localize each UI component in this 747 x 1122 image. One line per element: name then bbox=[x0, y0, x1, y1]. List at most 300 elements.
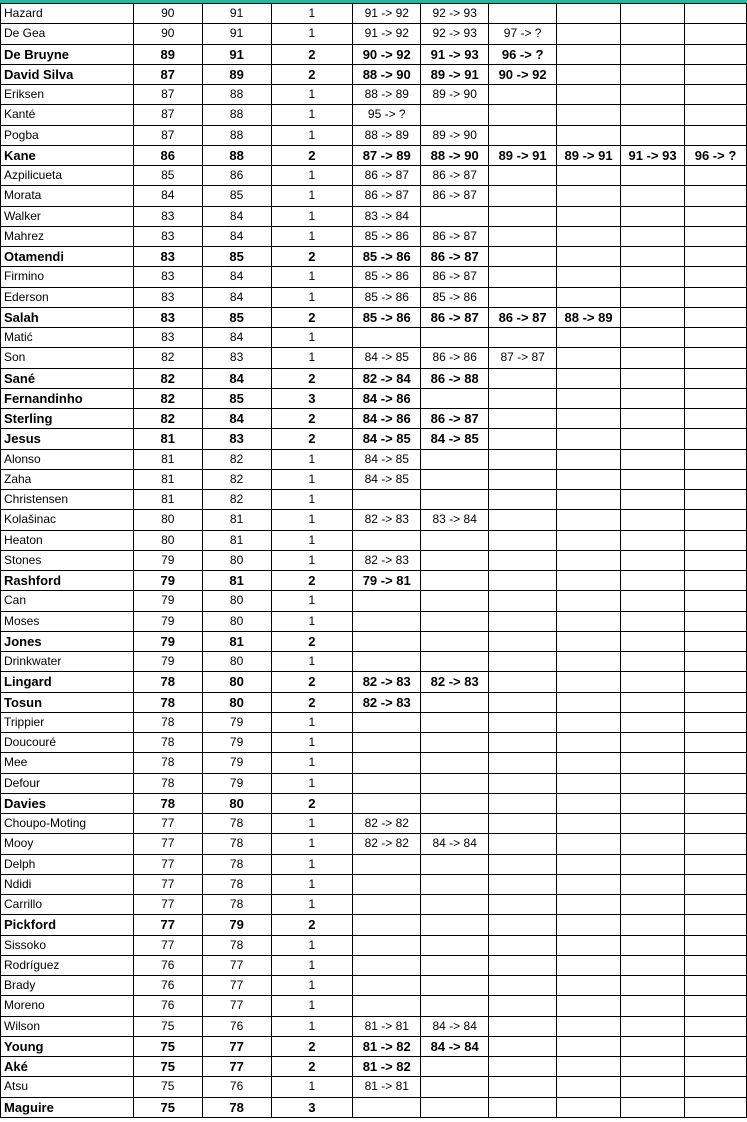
current-rating-cell[interactable]: 81 bbox=[133, 469, 202, 489]
rating-change-cell[interactable] bbox=[489, 206, 557, 226]
rating-change-cell[interactable] bbox=[489, 895, 557, 915]
current-rating-cell[interactable]: 79 bbox=[133, 652, 202, 672]
rating-change-cell[interactable]: 91 -> 93 bbox=[421, 44, 489, 64]
rating-change-cell[interactable] bbox=[353, 328, 421, 348]
rating-change-cell[interactable] bbox=[621, 631, 685, 651]
rating-change-cell[interactable] bbox=[489, 1057, 557, 1077]
rating-change-cell[interactable] bbox=[489, 125, 557, 145]
player-name-cell[interactable]: Doucouré bbox=[1, 733, 134, 753]
rating-change-cell[interactable] bbox=[685, 834, 747, 854]
rating-change-cell[interactable] bbox=[557, 1057, 621, 1077]
player-name-cell[interactable]: Young bbox=[1, 1036, 134, 1056]
rating-change-cell[interactable]: 84 -> 85 bbox=[421, 429, 489, 449]
rating-change-cell[interactable]: 92 -> 93 bbox=[421, 24, 489, 44]
rating-change-cell[interactable] bbox=[421, 550, 489, 570]
rating-change-cell[interactable]: 84 -> 85 bbox=[353, 469, 421, 489]
potential-rating-cell[interactable]: 85 bbox=[202, 247, 271, 267]
rating-change-cell[interactable] bbox=[621, 1057, 685, 1077]
rating-change-cell[interactable] bbox=[489, 166, 557, 186]
current-rating-cell[interactable]: 79 bbox=[133, 631, 202, 651]
rating-change-cell[interactable] bbox=[685, 652, 747, 672]
rating-change-cell[interactable] bbox=[489, 976, 557, 996]
player-name-cell[interactable]: De Gea bbox=[1, 24, 134, 44]
rating-change-cell[interactable] bbox=[685, 125, 747, 145]
upgrade-count-cell[interactable]: 1 bbox=[271, 550, 353, 570]
rating-change-cell[interactable] bbox=[685, 955, 747, 975]
upgrade-count-cell[interactable]: 1 bbox=[271, 469, 353, 489]
rating-change-cell[interactable] bbox=[685, 895, 747, 915]
potential-rating-cell[interactable]: 85 bbox=[202, 307, 271, 327]
rating-change-cell[interactable]: 86 -> 87 bbox=[421, 307, 489, 327]
upgrade-count-cell[interactable]: 2 bbox=[271, 409, 353, 429]
player-name-cell[interactable]: Matić bbox=[1, 328, 134, 348]
current-rating-cell[interactable]: 81 bbox=[133, 490, 202, 510]
current-rating-cell[interactable]: 75 bbox=[133, 1077, 202, 1097]
rating-change-cell[interactable] bbox=[421, 611, 489, 631]
upgrade-count-cell[interactable]: 1 bbox=[271, 591, 353, 611]
rating-change-cell[interactable] bbox=[557, 1016, 621, 1036]
rating-change-cell[interactable] bbox=[685, 4, 747, 24]
player-name-cell[interactable]: Mahrez bbox=[1, 226, 134, 246]
rating-change-cell[interactable] bbox=[421, 206, 489, 226]
rating-change-cell[interactable] bbox=[557, 226, 621, 246]
upgrade-count-cell[interactable]: 1 bbox=[271, 935, 353, 955]
player-name-cell[interactable]: De Bruyne bbox=[1, 44, 134, 64]
rating-change-cell[interactable] bbox=[353, 530, 421, 550]
rating-change-cell[interactable] bbox=[421, 571, 489, 591]
player-name-cell[interactable]: Sterling bbox=[1, 409, 134, 429]
rating-change-cell[interactable]: 85 -> 86 bbox=[353, 267, 421, 287]
rating-change-cell[interactable] bbox=[557, 753, 621, 773]
current-rating-cell[interactable]: 79 bbox=[133, 550, 202, 570]
potential-rating-cell[interactable]: 91 bbox=[202, 4, 271, 24]
rating-change-cell[interactable] bbox=[621, 267, 685, 287]
rating-change-cell[interactable] bbox=[621, 206, 685, 226]
rating-change-cell[interactable] bbox=[421, 692, 489, 712]
player-name-cell[interactable]: Zaha bbox=[1, 469, 134, 489]
rating-change-cell[interactable] bbox=[421, 449, 489, 469]
player-name-cell[interactable]: Pogba bbox=[1, 125, 134, 145]
rating-change-cell[interactable] bbox=[489, 368, 557, 388]
upgrade-count-cell[interactable]: 3 bbox=[271, 1097, 353, 1117]
rating-change-cell[interactable]: 86 -> 87 bbox=[421, 409, 489, 429]
current-rating-cell[interactable]: 78 bbox=[133, 672, 202, 692]
rating-change-cell[interactable] bbox=[621, 328, 685, 348]
rating-change-cell[interactable] bbox=[353, 611, 421, 631]
current-rating-cell[interactable]: 82 bbox=[133, 348, 202, 368]
rating-change-cell[interactable]: 88 -> 89 bbox=[557, 307, 621, 327]
upgrade-count-cell[interactable]: 1 bbox=[271, 287, 353, 307]
player-name-cell[interactable]: Lingard bbox=[1, 672, 134, 692]
rating-change-cell[interactable] bbox=[421, 591, 489, 611]
rating-change-cell[interactable] bbox=[685, 388, 747, 408]
rating-change-cell[interactable]: 86 -> 87 bbox=[421, 247, 489, 267]
potential-rating-cell[interactable]: 82 bbox=[202, 469, 271, 489]
rating-change-cell[interactable] bbox=[685, 307, 747, 327]
player-name-cell[interactable]: Jesus bbox=[1, 429, 134, 449]
rating-change-cell[interactable] bbox=[489, 672, 557, 692]
rating-change-cell[interactable] bbox=[685, 449, 747, 469]
rating-change-cell[interactable]: 89 -> 90 bbox=[421, 125, 489, 145]
potential-rating-cell[interactable]: 83 bbox=[202, 348, 271, 368]
upgrade-count-cell[interactable]: 2 bbox=[271, 571, 353, 591]
player-name-cell[interactable]: Salah bbox=[1, 307, 134, 327]
current-rating-cell[interactable]: 77 bbox=[133, 874, 202, 894]
rating-change-cell[interactable] bbox=[557, 834, 621, 854]
rating-change-cell[interactable] bbox=[421, 733, 489, 753]
rating-change-cell[interactable] bbox=[621, 1016, 685, 1036]
potential-rating-cell[interactable]: 76 bbox=[202, 1077, 271, 1097]
upgrade-count-cell[interactable]: 2 bbox=[271, 429, 353, 449]
rating-change-cell[interactable] bbox=[353, 652, 421, 672]
rating-change-cell[interactable] bbox=[353, 976, 421, 996]
rating-change-cell[interactable] bbox=[557, 611, 621, 631]
current-rating-cell[interactable]: 77 bbox=[133, 915, 202, 935]
rating-change-cell[interactable] bbox=[489, 1016, 557, 1036]
rating-change-cell[interactable] bbox=[557, 4, 621, 24]
rating-change-cell[interactable] bbox=[353, 955, 421, 975]
player-name-cell[interactable]: Son bbox=[1, 348, 134, 368]
upgrade-count-cell[interactable]: 1 bbox=[271, 206, 353, 226]
rating-change-cell[interactable] bbox=[557, 85, 621, 105]
player-name-cell[interactable]: Kane bbox=[1, 145, 134, 165]
rating-change-cell[interactable] bbox=[557, 814, 621, 834]
rating-change-cell[interactable] bbox=[489, 631, 557, 651]
rating-change-cell[interactable] bbox=[421, 388, 489, 408]
rating-change-cell[interactable] bbox=[557, 895, 621, 915]
potential-rating-cell[interactable]: 84 bbox=[202, 226, 271, 246]
player-name-cell[interactable]: Ederson bbox=[1, 287, 134, 307]
player-name-cell[interactable]: Can bbox=[1, 591, 134, 611]
player-name-cell[interactable]: Moses bbox=[1, 611, 134, 631]
player-name-cell[interactable]: Eriksen bbox=[1, 85, 134, 105]
current-rating-cell[interactable]: 82 bbox=[133, 409, 202, 429]
potential-rating-cell[interactable]: 85 bbox=[202, 186, 271, 206]
rating-change-cell[interactable] bbox=[489, 469, 557, 489]
player-name-cell[interactable]: Sané bbox=[1, 368, 134, 388]
rating-change-cell[interactable] bbox=[621, 64, 685, 84]
potential-rating-cell[interactable]: 82 bbox=[202, 449, 271, 469]
player-name-cell[interactable]: Azpilicueta bbox=[1, 166, 134, 186]
rating-change-cell[interactable]: 85 -> 86 bbox=[421, 287, 489, 307]
current-rating-cell[interactable]: 77 bbox=[133, 814, 202, 834]
potential-rating-cell[interactable]: 77 bbox=[202, 955, 271, 975]
rating-change-cell[interactable] bbox=[557, 166, 621, 186]
upgrade-count-cell[interactable]: 1 bbox=[271, 125, 353, 145]
current-rating-cell[interactable]: 75 bbox=[133, 1036, 202, 1056]
current-rating-cell[interactable]: 76 bbox=[133, 996, 202, 1016]
player-name-cell[interactable]: Choupo-Moting bbox=[1, 814, 134, 834]
potential-rating-cell[interactable]: 84 bbox=[202, 368, 271, 388]
current-rating-cell[interactable]: 89 bbox=[133, 44, 202, 64]
rating-change-cell[interactable] bbox=[421, 976, 489, 996]
upgrade-count-cell[interactable]: 1 bbox=[271, 611, 353, 631]
current-rating-cell[interactable]: 81 bbox=[133, 429, 202, 449]
potential-rating-cell[interactable]: 78 bbox=[202, 935, 271, 955]
rating-change-cell[interactable] bbox=[489, 226, 557, 246]
potential-rating-cell[interactable]: 77 bbox=[202, 976, 271, 996]
rating-change-cell[interactable]: 84 -> 86 bbox=[353, 409, 421, 429]
upgrade-count-cell[interactable]: 2 bbox=[271, 1036, 353, 1056]
rating-change-cell[interactable] bbox=[621, 368, 685, 388]
rating-change-cell[interactable] bbox=[685, 935, 747, 955]
upgrade-count-cell[interactable]: 1 bbox=[271, 976, 353, 996]
rating-change-cell[interactable] bbox=[621, 854, 685, 874]
potential-rating-cell[interactable]: 78 bbox=[202, 1097, 271, 1117]
rating-change-cell[interactable] bbox=[353, 753, 421, 773]
rating-change-cell[interactable]: 84 -> 85 bbox=[353, 449, 421, 469]
rating-change-cell[interactable] bbox=[685, 1097, 747, 1117]
potential-rating-cell[interactable]: 81 bbox=[202, 631, 271, 651]
rating-change-cell[interactable] bbox=[489, 712, 557, 732]
potential-rating-cell[interactable]: 84 bbox=[202, 287, 271, 307]
rating-change-cell[interactable] bbox=[557, 652, 621, 672]
current-rating-cell[interactable]: 85 bbox=[133, 166, 202, 186]
potential-rating-cell[interactable]: 84 bbox=[202, 328, 271, 348]
rating-change-cell[interactable] bbox=[557, 105, 621, 125]
rating-change-cell[interactable] bbox=[557, 733, 621, 753]
rating-change-cell[interactable] bbox=[685, 712, 747, 732]
upgrade-count-cell[interactable]: 2 bbox=[271, 247, 353, 267]
rating-change-cell[interactable] bbox=[621, 4, 685, 24]
rating-change-cell[interactable] bbox=[353, 996, 421, 1016]
rating-change-cell[interactable]: 84 -> 85 bbox=[353, 429, 421, 449]
potential-rating-cell[interactable]: 76 bbox=[202, 1016, 271, 1036]
upgrade-count-cell[interactable]: 1 bbox=[271, 1016, 353, 1036]
potential-rating-cell[interactable]: 80 bbox=[202, 611, 271, 631]
rating-change-cell[interactable] bbox=[353, 895, 421, 915]
rating-change-cell[interactable] bbox=[621, 186, 685, 206]
rating-change-cell[interactable] bbox=[685, 105, 747, 125]
upgrade-count-cell[interactable]: 1 bbox=[271, 854, 353, 874]
rating-change-cell[interactable]: 84 -> 85 bbox=[353, 348, 421, 368]
current-rating-cell[interactable]: 78 bbox=[133, 733, 202, 753]
rating-change-cell[interactable] bbox=[353, 793, 421, 813]
rating-change-cell[interactable] bbox=[489, 1077, 557, 1097]
upgrade-count-cell[interactable]: 1 bbox=[271, 753, 353, 773]
rating-change-cell[interactable] bbox=[353, 854, 421, 874]
potential-rating-cell[interactable]: 81 bbox=[202, 530, 271, 550]
upgrade-count-cell[interactable]: 1 bbox=[271, 267, 353, 287]
rating-change-cell[interactable] bbox=[621, 409, 685, 429]
upgrade-count-cell[interactable]: 1 bbox=[271, 733, 353, 753]
rating-change-cell[interactable] bbox=[685, 631, 747, 651]
rating-change-cell[interactable] bbox=[685, 44, 747, 64]
rating-change-cell[interactable] bbox=[421, 915, 489, 935]
rating-change-cell[interactable]: 82 -> 83 bbox=[353, 692, 421, 712]
rating-change-cell[interactable] bbox=[685, 348, 747, 368]
player-name-cell[interactable]: Moreno bbox=[1, 996, 134, 1016]
rating-change-cell[interactable]: 88 -> 89 bbox=[353, 125, 421, 145]
potential-rating-cell[interactable]: 80 bbox=[202, 652, 271, 672]
current-rating-cell[interactable]: 79 bbox=[133, 571, 202, 591]
rating-change-cell[interactable] bbox=[489, 186, 557, 206]
rating-change-cell[interactable] bbox=[489, 935, 557, 955]
rating-change-cell[interactable] bbox=[557, 267, 621, 287]
rating-change-cell[interactable]: 82 -> 83 bbox=[353, 672, 421, 692]
current-rating-cell[interactable]: 78 bbox=[133, 692, 202, 712]
rating-change-cell[interactable]: 86 -> 87 bbox=[421, 166, 489, 186]
rating-change-cell[interactable] bbox=[685, 206, 747, 226]
rating-change-cell[interactable] bbox=[685, 793, 747, 813]
current-rating-cell[interactable]: 77 bbox=[133, 834, 202, 854]
current-rating-cell[interactable]: 86 bbox=[133, 145, 202, 165]
potential-rating-cell[interactable]: 78 bbox=[202, 814, 271, 834]
current-rating-cell[interactable]: 75 bbox=[133, 1057, 202, 1077]
rating-change-cell[interactable] bbox=[621, 915, 685, 935]
rating-change-cell[interactable] bbox=[421, 105, 489, 125]
player-name-cell[interactable]: Trippier bbox=[1, 712, 134, 732]
upgrade-count-cell[interactable]: 1 bbox=[271, 652, 353, 672]
upgrade-count-cell[interactable]: 2 bbox=[271, 145, 353, 165]
rating-change-cell[interactable] bbox=[489, 388, 557, 408]
rating-change-cell[interactable] bbox=[621, 733, 685, 753]
current-rating-cell[interactable]: 83 bbox=[133, 328, 202, 348]
rating-change-cell[interactable] bbox=[621, 571, 685, 591]
rating-change-cell[interactable] bbox=[489, 267, 557, 287]
rating-change-cell[interactable] bbox=[421, 469, 489, 489]
rating-change-cell[interactable] bbox=[557, 793, 621, 813]
rating-change-cell[interactable]: 84 -> 84 bbox=[421, 1016, 489, 1036]
rating-change-cell[interactable] bbox=[557, 935, 621, 955]
rating-change-cell[interactable]: 95 -> ? bbox=[353, 105, 421, 125]
rating-change-cell[interactable] bbox=[421, 874, 489, 894]
upgrade-count-cell[interactable]: 1 bbox=[271, 955, 353, 975]
player-name-cell[interactable]: Kolašinac bbox=[1, 510, 134, 530]
current-rating-cell[interactable]: 83 bbox=[133, 206, 202, 226]
rating-change-cell[interactable]: 87 -> 87 bbox=[489, 348, 557, 368]
rating-change-cell[interactable] bbox=[621, 388, 685, 408]
potential-rating-cell[interactable]: 89 bbox=[202, 64, 271, 84]
rating-change-cell[interactable] bbox=[685, 915, 747, 935]
upgrade-count-cell[interactable]: 1 bbox=[271, 895, 353, 915]
rating-change-cell[interactable] bbox=[685, 469, 747, 489]
rating-change-cell[interactable] bbox=[353, 712, 421, 732]
rating-change-cell[interactable] bbox=[557, 1097, 621, 1117]
potential-rating-cell[interactable]: 80 bbox=[202, 793, 271, 813]
rating-change-cell[interactable] bbox=[489, 733, 557, 753]
upgrade-count-cell[interactable]: 1 bbox=[271, 166, 353, 186]
rating-change-cell[interactable]: 83 -> 84 bbox=[353, 206, 421, 226]
rating-change-cell[interactable] bbox=[421, 935, 489, 955]
rating-change-cell[interactable] bbox=[421, 1097, 489, 1117]
upgrade-count-cell[interactable]: 1 bbox=[271, 105, 353, 125]
player-name-cell[interactable]: Tosun bbox=[1, 692, 134, 712]
current-rating-cell[interactable]: 79 bbox=[133, 611, 202, 631]
upgrade-count-cell[interactable]: 1 bbox=[271, 328, 353, 348]
rating-change-cell[interactable] bbox=[621, 814, 685, 834]
player-name-cell[interactable]: Brady bbox=[1, 976, 134, 996]
current-rating-cell[interactable]: 84 bbox=[133, 186, 202, 206]
rating-change-cell[interactable] bbox=[557, 348, 621, 368]
rating-change-cell[interactable] bbox=[685, 996, 747, 1016]
rating-change-cell[interactable] bbox=[685, 186, 747, 206]
rating-change-cell[interactable] bbox=[421, 328, 489, 348]
rating-change-cell[interactable]: 84 -> 84 bbox=[421, 834, 489, 854]
player-name-cell[interactable]: Rodríguez bbox=[1, 955, 134, 975]
rating-change-cell[interactable] bbox=[685, 874, 747, 894]
current-rating-cell[interactable]: 77 bbox=[133, 854, 202, 874]
rating-change-cell[interactable]: 82 -> 84 bbox=[353, 368, 421, 388]
rating-change-cell[interactable] bbox=[685, 166, 747, 186]
potential-rating-cell[interactable]: 81 bbox=[202, 571, 271, 591]
rating-change-cell[interactable] bbox=[557, 510, 621, 530]
rating-change-cell[interactable] bbox=[685, 550, 747, 570]
rating-change-cell[interactable] bbox=[685, 854, 747, 874]
rating-change-cell[interactable] bbox=[557, 206, 621, 226]
rating-change-cell[interactable] bbox=[353, 591, 421, 611]
player-name-cell[interactable]: Sissoko bbox=[1, 935, 134, 955]
rating-change-cell[interactable] bbox=[685, 692, 747, 712]
current-rating-cell[interactable]: 83 bbox=[133, 247, 202, 267]
rating-change-cell[interactable] bbox=[685, 328, 747, 348]
rating-change-cell[interactable] bbox=[489, 85, 557, 105]
rating-change-cell[interactable] bbox=[621, 125, 685, 145]
potential-rating-cell[interactable]: 78 bbox=[202, 854, 271, 874]
rating-change-cell[interactable] bbox=[421, 814, 489, 834]
upgrade-count-cell[interactable]: 2 bbox=[271, 915, 353, 935]
rating-change-cell[interactable] bbox=[421, 490, 489, 510]
rating-change-cell[interactable] bbox=[621, 935, 685, 955]
rating-change-cell[interactable]: 81 -> 82 bbox=[353, 1057, 421, 1077]
rating-change-cell[interactable] bbox=[621, 874, 685, 894]
rating-change-cell[interactable] bbox=[489, 1097, 557, 1117]
player-name-cell[interactable]: Kanté bbox=[1, 105, 134, 125]
potential-rating-cell[interactable]: 81 bbox=[202, 510, 271, 530]
upgrade-count-cell[interactable]: 1 bbox=[271, 530, 353, 550]
potential-rating-cell[interactable]: 78 bbox=[202, 834, 271, 854]
potential-rating-cell[interactable]: 85 bbox=[202, 388, 271, 408]
player-name-cell[interactable]: Defour bbox=[1, 773, 134, 793]
rating-change-cell[interactable] bbox=[489, 834, 557, 854]
rating-change-cell[interactable] bbox=[489, 793, 557, 813]
current-rating-cell[interactable]: 77 bbox=[133, 895, 202, 915]
player-name-cell[interactable]: Wilson bbox=[1, 1016, 134, 1036]
rating-change-cell[interactable] bbox=[557, 631, 621, 651]
rating-change-cell[interactable] bbox=[557, 692, 621, 712]
upgrade-count-cell[interactable]: 2 bbox=[271, 44, 353, 64]
rating-change-cell[interactable] bbox=[353, 874, 421, 894]
player-name-cell[interactable]: Otamendi bbox=[1, 247, 134, 267]
rating-change-cell[interactable]: 97 -> ? bbox=[489, 24, 557, 44]
rating-change-cell[interactable] bbox=[557, 490, 621, 510]
rating-change-cell[interactable] bbox=[685, 226, 747, 246]
rating-change-cell[interactable] bbox=[621, 712, 685, 732]
rating-change-cell[interactable] bbox=[489, 409, 557, 429]
player-name-cell[interactable]: Heaton bbox=[1, 530, 134, 550]
potential-rating-cell[interactable]: 91 bbox=[202, 24, 271, 44]
rating-change-cell[interactable] bbox=[621, 834, 685, 854]
rating-change-cell[interactable] bbox=[621, 490, 685, 510]
rating-change-cell[interactable] bbox=[421, 996, 489, 1016]
rating-change-cell[interactable] bbox=[489, 611, 557, 631]
potential-rating-cell[interactable]: 78 bbox=[202, 874, 271, 894]
rating-change-cell[interactable]: 89 -> 91 bbox=[557, 145, 621, 165]
rating-change-cell[interactable] bbox=[557, 186, 621, 206]
player-name-cell[interactable]: Stones bbox=[1, 550, 134, 570]
rating-change-cell[interactable] bbox=[685, 1077, 747, 1097]
potential-rating-cell[interactable]: 77 bbox=[202, 1057, 271, 1077]
current-rating-cell[interactable]: 76 bbox=[133, 976, 202, 996]
rating-change-cell[interactable] bbox=[557, 287, 621, 307]
upgrade-count-cell[interactable]: 1 bbox=[271, 348, 353, 368]
upgrade-count-cell[interactable]: 1 bbox=[271, 186, 353, 206]
current-rating-cell[interactable]: 79 bbox=[133, 591, 202, 611]
rating-change-cell[interactable]: 92 -> 93 bbox=[421, 4, 489, 24]
player-name-cell[interactable]: Walker bbox=[1, 206, 134, 226]
rating-change-cell[interactable] bbox=[489, 591, 557, 611]
rating-change-cell[interactable] bbox=[557, 368, 621, 388]
